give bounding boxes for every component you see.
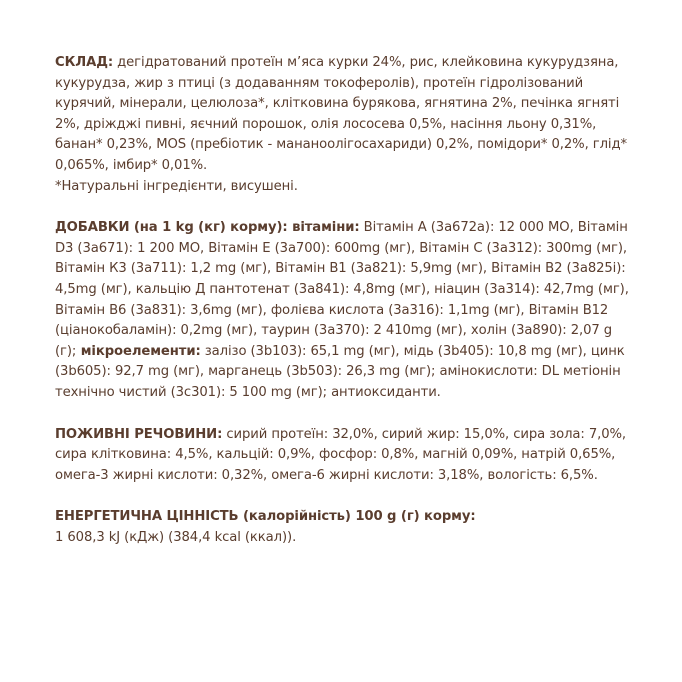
vitamins-label: вітаміни:	[287, 220, 360, 236]
additives-section	[55, 218, 630, 403]
composition-heading: СКЛАД:	[55, 55, 114, 70]
composition-section	[55, 53, 630, 177]
energy-heading: ЕНЕРГЕТИЧНА ЦІННІСТЬ (калорійність) 100 g (г) корму:	[55, 509, 476, 525]
energy-text: 1 608,3 kJ (кДж) (384,4 kcal (ккал)).	[55, 529, 297, 545]
nutrients-text: сирий протеїн: 32,0%, сирий жир: 15,0%, сира зола: 7,0%, сира клітковина: 4,5%, кальцій: 0,9%, фосфор: 0,8%, магній 0,09%, натрій 0,65%, омега-3 жирні кислоти: 0,32%, омега-6 жирні кислоти: 3,18%, вологість: 6,5%.	[55, 426, 627, 483]
label-text-block	[55, 53, 630, 548]
composition-footnote: *Натуральні інгредієнти, висушені.	[55, 178, 298, 194]
nutrients-section	[55, 425, 630, 487]
trace-elements-label: мікроелементи:	[76, 343, 201, 359]
vitamins-text: Вітамін А (3a672a): 12 000 МО, Вітамін D3 (3a671): 1 200 МО, Вітамін Е (3a700): 600mg (мг), Вітамін С (3a312): 300mg (мг), Вітамін К3 (3a711): 1,2 mg (мг), Вітамін В1 (3a821): 5,9mg (мг), Вітамін В2 (3a825i): 4,5mg (мг), кальцію Д пантотенат (3a841): 4,8mg (мг), ніацин (3a314): 42,7mg (мг), Вітамін В6 (3a831): 3,6mg (мг), фолієва кислота (3a316): 1,1mg (мг), Вітамін В12 (ціанокобаламін): 0,2mg (мг), таурин (3a370): 2 410mg (мг), холін (3a890): 2,07 g (г);	[55, 220, 629, 359]
additives-heading: ДОБАВКИ (на 1 kg (кг) корму):	[55, 220, 288, 236]
section-spacer	[55, 404, 630, 425]
section-spacer	[55, 197, 630, 218]
nutrients-heading: ПОЖИВНІ РЕЧОВИНИ:	[55, 426, 223, 442]
section-spacer	[55, 486, 630, 507]
composition-text: дегідратований протеїн м’яса курки 24%, рис, клейковина кукурудзяна, кукурудза, жир з птиці (з додаванням токоферолів), протеїн гідролізований курячий, мінерали, целюлоза*, клітковина бурякова, ягнятина 2%, печінка ягняті 2%, дріжджі пивні, яєчний порошок, олія лососева 0,5%, насіння льону 0,31%, банан* 0,23%, MOS (пребіотик - мананоолігосахариди) 0,2%, помідори* 0,2%, глід* 0,065%, імбир* 0,01%.	[55, 55, 627, 173]
energy-section	[55, 507, 630, 548]
trace-elements-text: залізо (3b103): 65,1 mg (мг), мідь (3b405): 10,8 mg (мг), цинк (3b605): 92,7 mg (мг), марганець (3b503): 26,3 mg (мг); амінокислоти: DL метіонін технічно чистий (3c301): 5 100 mg (мг); антиоксиданти.	[55, 343, 625, 400]
